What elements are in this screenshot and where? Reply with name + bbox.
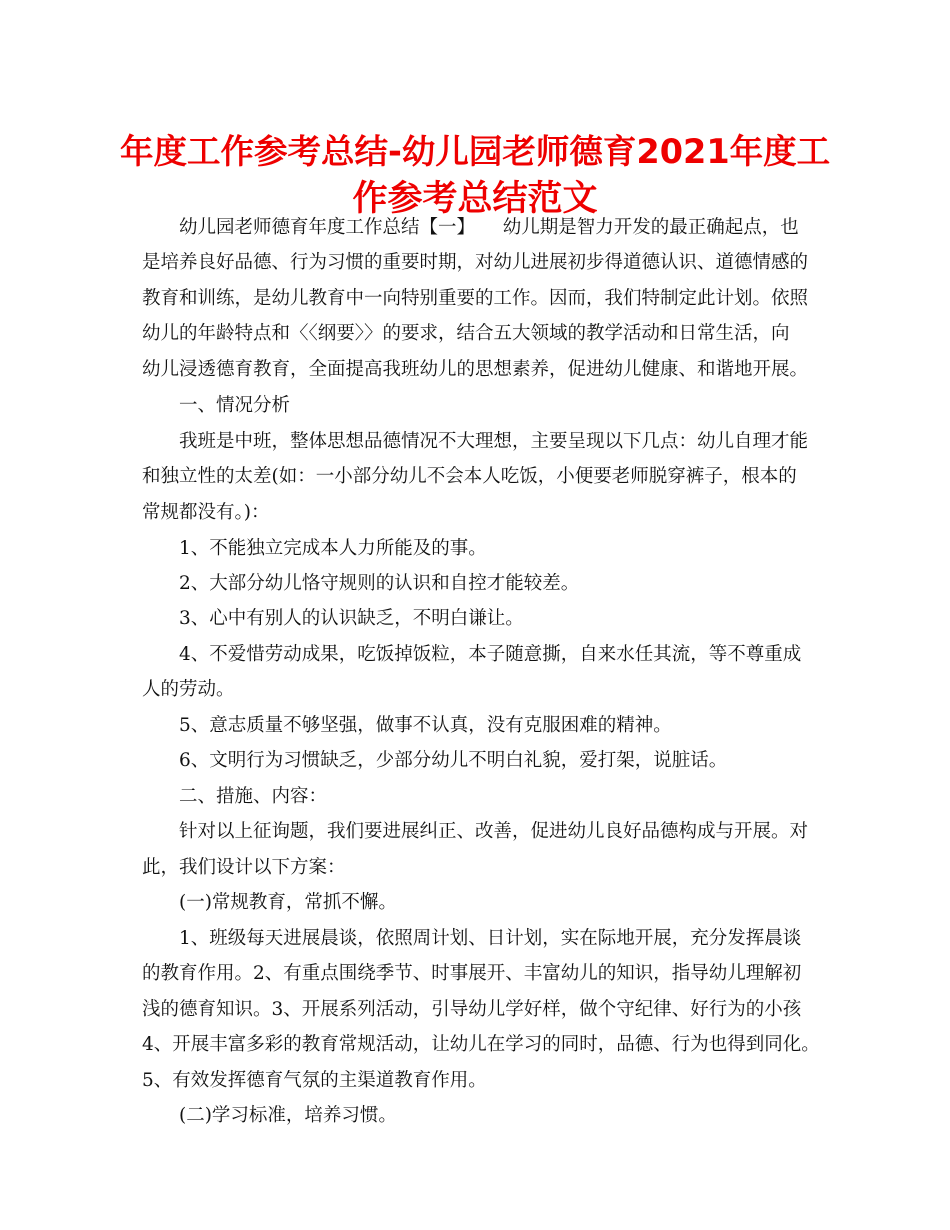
paragraph-line: 幼儿浸透德育教育，全面提高我班幼儿的思想素养，促进幼儿健康、和谐地开展。 <box>142 359 809 380</box>
list-item: 1、不能独立完成本人力所能及的事。 <box>179 538 487 559</box>
subsection-heading: (一)常规教育，常抓不懈。 <box>179 892 397 913</box>
list-item: 2、大部分幼儿恪守规则的认识和自控才能较差。 <box>179 573 580 594</box>
paragraph-line: 幼儿园老师德育年度工作总结【一】 幼儿期是智力开发的最正确起点，也 <box>179 217 799 238</box>
paragraph-line: 我班是中班，整体思想品德情况不大理想，主要呈现以下几点：幼儿自理才能 <box>179 431 809 452</box>
document-title-line-2: 作参考总结范文 <box>352 179 598 219</box>
list-item: 6、文明行为习惯缺乏，少部分幼儿不明白礼貌，爱打架，说脏话。 <box>179 750 728 771</box>
paragraph-line: 针对以上征询题，我们要进展纠正、改善，促进幼儿良好品德构成与开展。对 <box>179 821 809 842</box>
paragraph-line: 4、开展丰富多彩的教育常规活动，让幼儿在学习的同时，品德、行为也得到同化。 <box>142 1034 820 1055</box>
section-heading: 二、措施、内容： <box>179 786 328 807</box>
list-item: 3、心中有别人的认识缺乏，不明白谦让。 <box>179 608 524 629</box>
paragraph-line: 和独立性的太差(如：一小部分幼儿不会本人吃饭，小便要老师脱穿裤子，根本的 <box>142 466 797 487</box>
list-item: 4、不爱惜劳动成果，吃饭掉饭粒，本子随意撕，自来水任其流，等不尊重成 <box>179 644 802 665</box>
paragraph-line: 幼儿的年龄特点和〈〈纲要〉〉的要求，结合五大领域的教学活动和日常生活，向 <box>142 323 790 344</box>
paragraph-line: 是培养良好品德、行为习惯的重要时期，对幼儿进展初步得道德认识、道德情感的 <box>142 252 809 273</box>
paragraph-line: 浅的德育知识。3、开展系列活动，引导幼儿学好样，做个守纪律、好行为的小孩 <box>142 999 802 1020</box>
paragraph-line: 常规都没有。)： <box>142 502 270 523</box>
list-item: 5、意志质量不够坚强，做事不认真，没有克服困难的精神。 <box>179 715 672 736</box>
paragraph-line: 1、班级每天进展晨谈，依照周计划、日计划，实在际地开展，充分发挥晨谈 <box>179 928 802 949</box>
subsection-heading: (二)学习标准，培养习惯。 <box>179 1105 397 1126</box>
paragraph-line: 的教育作用。2、有重点围绕季节、时事展开、丰富幼儿的知识，指导幼儿理解初 <box>142 963 802 984</box>
paragraph-line: 5、有效发挥德育气氛的主渠道教育作用。 <box>142 1070 487 1091</box>
list-item-continuation: 人的劳动。 <box>142 679 235 700</box>
section-heading: 一、情况分析 <box>179 395 291 416</box>
paragraph-line: 此，我们设计以下方案： <box>142 857 346 878</box>
document-title-line-1: 年度工作参考总结-幼儿园老师德育2021年度工 <box>120 132 831 171</box>
paragraph-line: 教育和训练，是幼儿教育中一向特别重要的工作。因而，我们特制定此计划。依照 <box>142 288 809 309</box>
